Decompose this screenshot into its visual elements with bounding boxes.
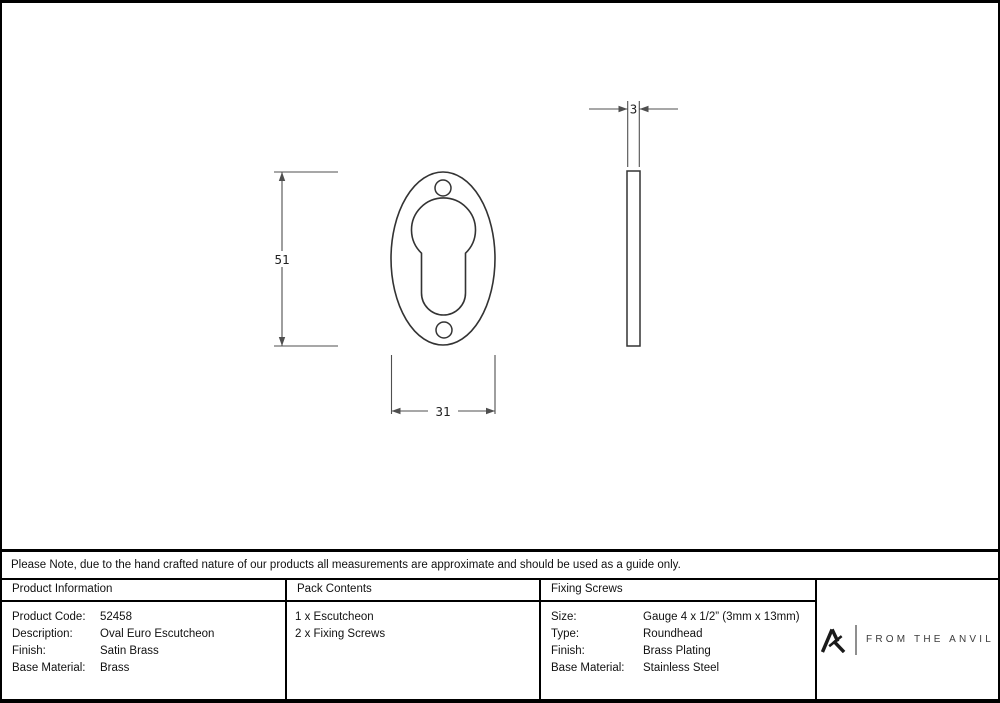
row-label: Size: [551, 611, 577, 623]
pack-contents-column [287, 580, 541, 699]
row-value: Stainless Steel [643, 662, 720, 674]
arrow-down-icon [279, 337, 285, 346]
row-value: Oval Euro Escutcheon [100, 628, 215, 640]
row-label: Finish: [12, 645, 46, 657]
arrow-right-icon [619, 106, 628, 112]
table-row [12, 660, 285, 677]
row-value: 52458 [100, 611, 132, 623]
brand-divider [855, 625, 857, 655]
pack-contents-header: Pack Contents [287, 580, 539, 602]
dim-height-label: 51 [274, 252, 290, 267]
dim-width-label: 31 [435, 404, 451, 419]
euro-keyhole-cutout [412, 198, 476, 315]
row-label: Type: [551, 628, 580, 640]
row-value: Roundhead [643, 628, 703, 640]
table-row [551, 660, 815, 677]
table-row [12, 609, 285, 626]
brand-name: FROM THE ANVIL [866, 634, 994, 645]
measurement-note [2, 552, 998, 580]
arrow-left-icon [392, 408, 401, 414]
anvil-logo-icon [821, 627, 846, 653]
arrow-up-icon [279, 172, 285, 181]
row-label: Description: [12, 628, 73, 640]
side-profile-view [627, 171, 640, 346]
arrow-left-icon [640, 106, 649, 112]
table-row [551, 609, 815, 626]
list-item: 2 x Fixing Screws [295, 628, 386, 640]
brand-cell [817, 580, 998, 699]
row-label: Product Code: [12, 611, 86, 623]
spec-table [2, 549, 998, 699]
technical-drawing [2, 3, 998, 549]
dim-thickness-label: 3 [629, 101, 638, 117]
table-row [551, 643, 815, 660]
row-value: Satin Brass [100, 645, 159, 657]
screw-hole-top [435, 180, 451, 196]
row-label: Base Material: [12, 662, 86, 674]
spec-grid [2, 580, 998, 699]
screw-hole-bottom [436, 322, 452, 338]
row-label: Base Material: [551, 662, 625, 674]
row-label: Finish: [551, 645, 585, 657]
fixing-screws-header: Fixing Screws [541, 580, 815, 602]
table-row [551, 626, 815, 643]
table-row [12, 626, 285, 643]
list-item: 1 x Escutcheon [295, 611, 374, 623]
note-text: Please Note, due to the hand crafted nature of our products all measurements are approximate and should be used as a guide only. [11, 559, 681, 571]
arrow-right-icon [486, 408, 495, 414]
table-row [12, 643, 285, 660]
brand-logo [821, 625, 994, 655]
row-value: Brass [100, 662, 130, 674]
product-information-header: Product Information [2, 580, 285, 602]
fixing-screws-column [541, 580, 817, 699]
row-value: Brass Plating [643, 645, 711, 657]
row-value: Gauge 4 x 1/2” (3mm x 13mm) [643, 611, 800, 623]
product-information-column [2, 580, 287, 699]
